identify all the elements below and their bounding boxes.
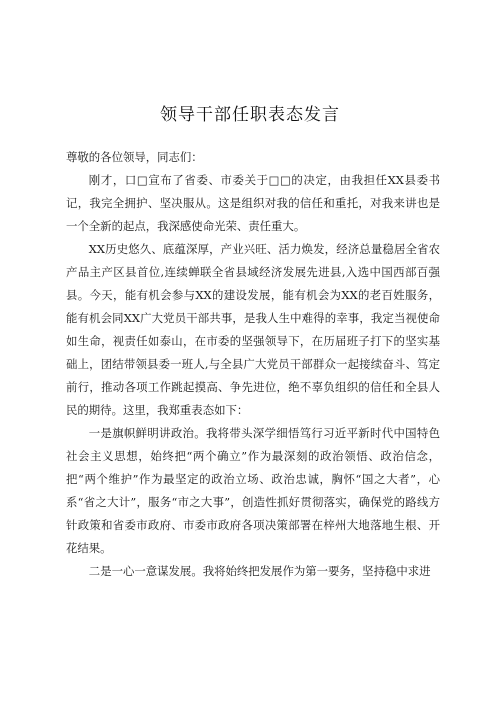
paragraph-development: 二是一心一意谋发展。我将始终把发展作为第一要务，坚持稳中求进	[88, 564, 431, 578]
salutation: 尊敬的各位领导，同志们：	[66, 150, 203, 164]
paragraph-politics: 一是旗帜鲜明讲政治。我将带头深学细悟笃行习近平新时代中国特色社会主义思想，始终把“两个确立”作为最深刻的政治领悟、政治信念，把“两个维护”作为最坚定的政治立场、政治忠诚，胸怀“国之大者”，心系“省之大计”，服务“市之大事”，创造性抓好贯彻落实，确保党的路线方针政策和省委市政府、市委市政府各项决策部署在梓州大地落地生根、开花结果。	[66, 426, 440, 555]
document-title: 领导干部任职表态发言	[160, 105, 340, 125]
document-body	[66, 146, 440, 583]
paragraph-appointment: 刚才，口□宣布了省委、市委关于□□的决定，由我担任XX县委书记，我完全拥护、坚决服从。这是组织对我的信任和重托，对我来讲也是一个全新的起点，我深感使命光荣、责任重大。	[66, 173, 440, 233]
paragraph-county-intro: XX历史悠久、底蕴深厚，产业兴旺、活力焕发，经济总量稳居全省农产品主产区县首位,连续蝉联全省县域经济发展先进县,入选中国西部百强县。今天，能有机会参与XX的建设发展，能有机会为XX的老百姓服务，能有机会同XX广大党员干部共事，是我人生中难得的幸事，我定当视使命如生命，视责任如泰山，在市委的坚强领导下，在历届班子打下的坚实基础上，团结带领县委一班人,与全县广大党员干部群众一起接续奋斗、笃定前行，推动各项工作跳起摸高、争先进位，绝不辜负组织的信任和全县人民的期待。这里，我郑重表态如下：	[66, 242, 440, 417]
